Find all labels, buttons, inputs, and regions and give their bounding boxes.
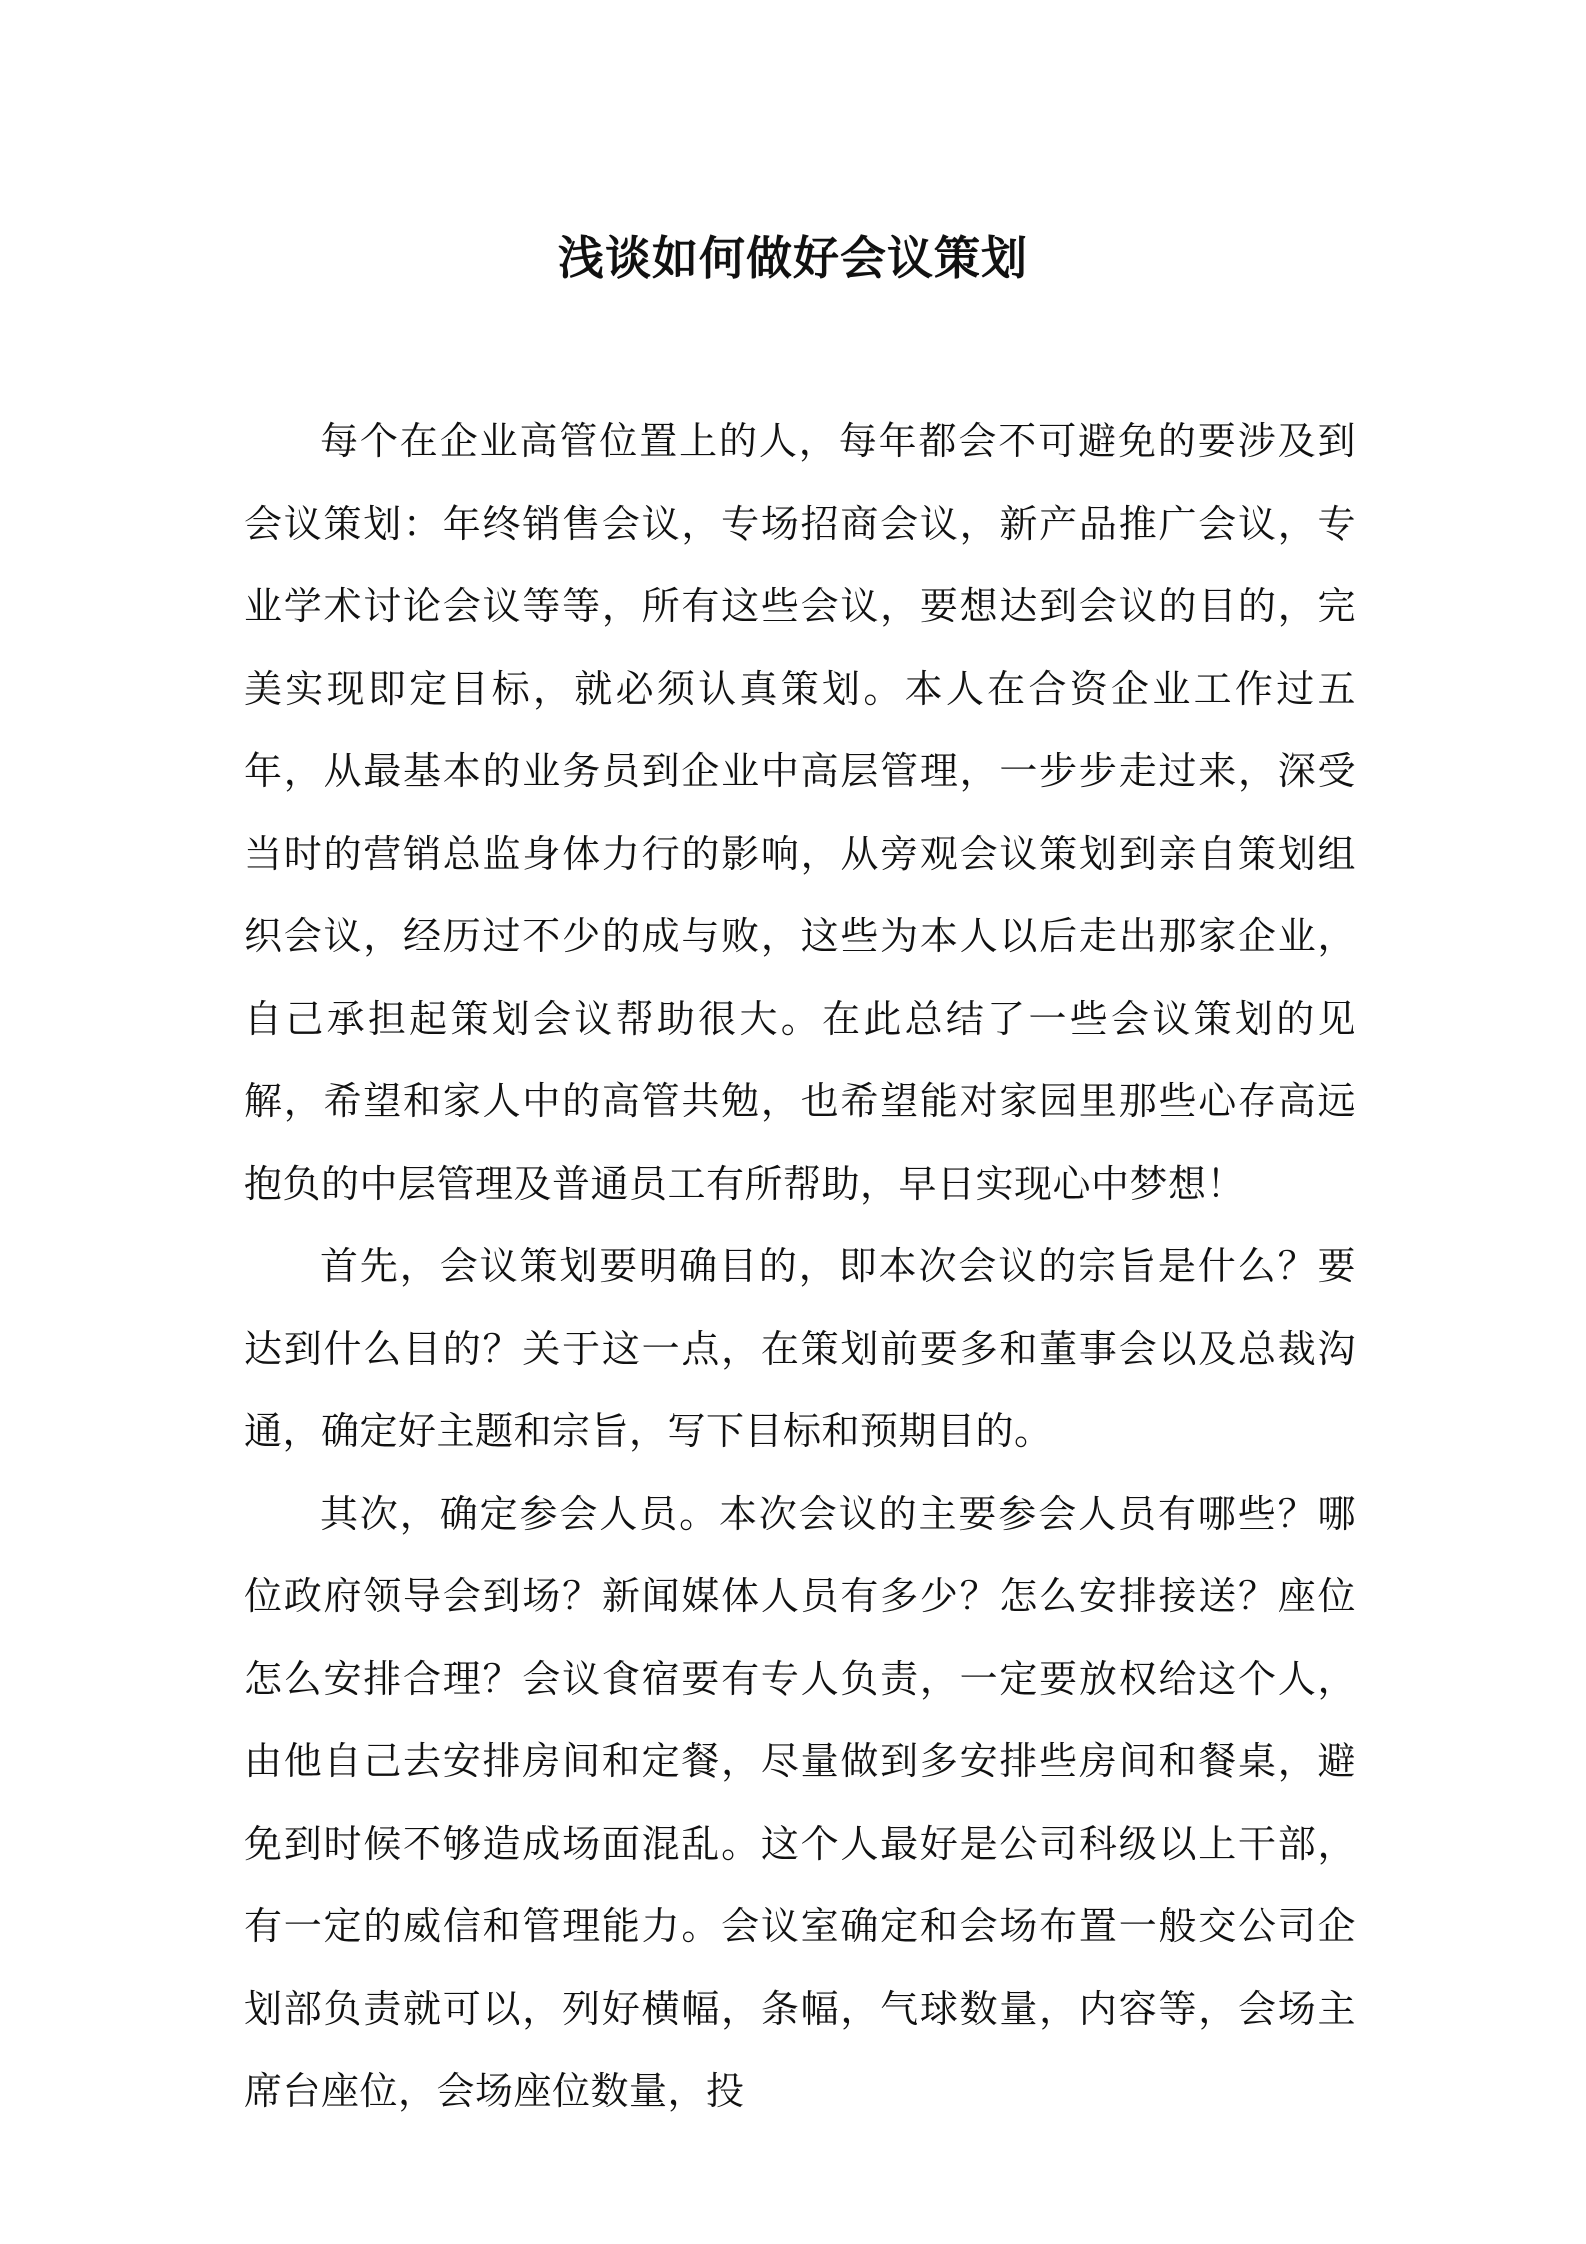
paragraph-first-point: 首先，会议策划要明确目的，即本次会议的宗旨是什么？要达到什么目的？关于这一点，在策划前要多和董事会以及总裁沟通，确定好主题和宗旨，写下目标和预期目的。 xyxy=(244,1244,1356,1453)
paragraph-intro: 每个在企业高管位置上的人，每年都会不可避免的要涉及到会议策划：年终销售会议，专场招商会议，新产品推广会议，专业学术讨论会议等等，所有这些会议，要想达到会议的目的，完美实现即定目标，就必须认真策划。本人在合资企业工作过五年，从最基本的业务员到企业中高层管理，一步步走过来，深受当时的营销总监身体力行的影响，从旁观会议策划到亲自策划组织会议，经历过不少的成与败，这些为本人以后走出那家企业，自己承担起策划会议帮助很大。在此总结了一些会议策划的见解，希望和家人中的高管共勉，也希望能对家园里那些心存高远抱负的中层管理及普通员工有所帮助，早日实现心中梦想！ xyxy=(244,419,1356,1206)
document-body xyxy=(244,400,1356,2133)
paragraph-second-point: 其次，确定参会人员。本次会议的主要参会人员有哪些？哪位政府领导会到场？新闻媒体人员有多少？怎么安排接送？座位怎么安排合理？会议食宿要有专人负责，一定要放权给这个人，由他自己去安排房间和定餐，尽量做到多安排些房间和餐桌，避免到时候不够造成场面混乱。这个人最好是公司科级以上干部，有一定的威信和管理能力。会议室确定和会场布置一般交公司企划部负责就可以，列好横幅，条幅，气球数量，内容等，会场主席台座位，会场座位数量，投 xyxy=(244,1491,1356,2113)
document-title: 浅谈如何做好会议策划 xyxy=(558,231,1028,285)
